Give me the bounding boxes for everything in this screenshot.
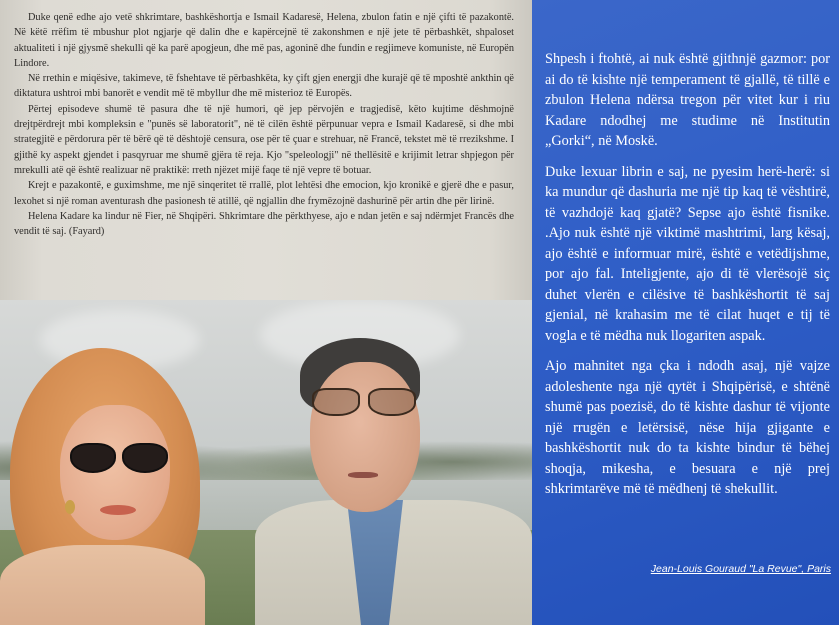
review-paragraph: Shpesh i ftohtë, ai nuk është gjithnjë gazmor: por ai do të kishte një temperament të gjallë, të tillë e zbulon Helena ndërsa tregon për vitet kur i riu Kadare ndodhej me studime në Institutin „Gorki“, në Moskë. bbox=[545, 51, 830, 149]
review-text-block bbox=[545, 49, 830, 510]
woman-lips bbox=[100, 505, 136, 515]
book-paragraph: Krejt e pazakontë, e guximshme, me një sinqeritet të rrallë, plot lehtësi dhe emocion, kjo kronikë e gjerë dhe e pasur, lexohet si një roman aventurash dhe pasionesh të atillë, që ngjallin dhe frymëzojnë dashurinë për artin dhe për lirinë. bbox=[14, 180, 514, 207]
book-paragraph: Duke qenë edhe ajo vetë shkrimtare, bashkëshortja e Ismail Kadaresë, Helena, zbulon fatin e një çifti të pazakontë. Në këtë rrëfim të mbushur plot ngjarje që dalin dhe e kapërcejnë të zakonshmen e një jete të përbashkët, shpaloset aktualiteti i një gjysmë shekulli që ka parë apogjeun, dhe më pas, agoninë dhe fundin e regjimeve komuniste, në Europën Lindore. bbox=[14, 12, 514, 69]
couple-photo bbox=[0, 300, 532, 625]
woman-body bbox=[0, 545, 205, 625]
review-paragraph: Ajo mahnitet nga çka i ndodh asaj, një vajze adoleshente nga një qytët i Shqipërisë, e shtënë shumë pas poezisë, do të kishte dashur të vijonte një rrugën e letërsisë, nëse hija gjigante e bashkëshortit nuk do ta kishte bindur të bëhej shoqja, mikesha, e besuara e një prej shkrimtarëve më të mëdhenj të shekullit. bbox=[545, 358, 830, 497]
book-paragraph: Përtej episodeve shumë të pasura dhe të një humori, që jep përvojën e tragjedisë, këto kujtime dëshmojnë drejtpërdrejt mbi kompleksin e "punës së laboratorit", në të cilën është përpunuar vepra e Ismail Kadaresë, si dhe mbi strategjitë e përdorura për të bërë që të dështojë censura, ose për të çuar e strehuar, në Francë, tekstet më të rrezikshme. I gjithë ky aspekt gjendet i pasqyruar me shumë gjëra të reja. Kjo "speleologji" në thellësitë e krijimit letrar shpjegon për mrekulli atë që është realizuar në praktikë: rreth njëzet mijë faqe të një vepre të botuar. bbox=[14, 103, 514, 176]
woman-face bbox=[60, 405, 170, 540]
man-mouth bbox=[348, 472, 378, 478]
book-paragraph: Helena Kadare ka lindur në Fier, në Shqipëri. Shkrimtare dhe përkthyese, ajo e ndan jetën e saj ndërmjet Francës dhe vendit të saj. (Fayard) bbox=[14, 210, 514, 238]
review-panel bbox=[532, 0, 839, 625]
book-paragraph: Në rrethin e miqësive, takimeve, të fshehtave të përbashkëta, ky çift gjen energji dhe kurajë që të mposhtë ankthin që diktatura ushtroi mbi banorët e vendit më të mbyllur dhe më misterioz të Europës. bbox=[14, 73, 514, 100]
book-text-block bbox=[14, 10, 514, 239]
man-face bbox=[310, 362, 420, 512]
woman-sunglasses bbox=[70, 443, 170, 471]
review-credit: Jean-Louis Gouraud "La Revue", Paris bbox=[650, 563, 831, 575]
woman-earring bbox=[65, 500, 75, 514]
man-glasses bbox=[312, 388, 420, 414]
review-paragraph: Duke lexuar librin e saj, ne pyesim herë-herë: si ka mundur që dashuria me një tip kaq të vështirë, të vazhdojë kaq gjatë? Sepse ajo është fisnike. .Ajo nuk është një viktimë mashtrimi, larg kësaj, ajo është e informuar mirë, është e vetëdijshme, por ajo fal. Inteligjente, ajo di të vlerësojë siç duhet vlerën e cilësive të bashkëshortit të saj gjenial, në krahasim me të cilat huqet e tij të vogla e të mëdha nuk llogariten aspak. bbox=[545, 163, 830, 344]
